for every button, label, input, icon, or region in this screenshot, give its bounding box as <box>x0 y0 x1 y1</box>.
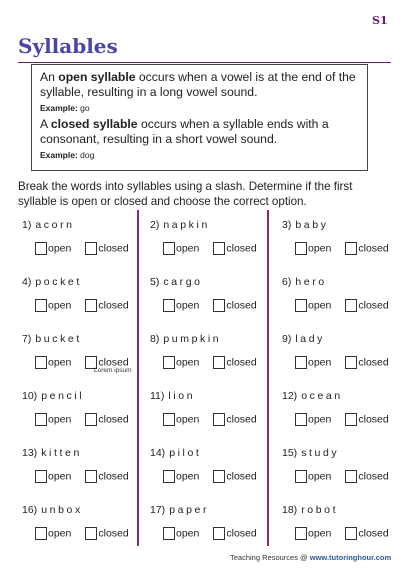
item-word-line <box>22 504 152 516</box>
closed-checkbox[interactable] <box>213 527 225 540</box>
open-checkbox[interactable] <box>295 299 307 312</box>
closed-option[interactable] <box>345 299 388 312</box>
item-options <box>163 354 271 372</box>
closed-label: closed <box>98 299 129 312</box>
closed-checkbox[interactable] <box>345 413 357 426</box>
closed-checkbox[interactable] <box>345 527 357 540</box>
item-number: 10) <box>22 390 38 402</box>
open-option[interactable] <box>295 413 331 426</box>
item-options <box>163 297 271 315</box>
open-label: open <box>48 299 72 312</box>
open-label: open <box>48 356 72 369</box>
open-checkbox[interactable] <box>163 242 175 255</box>
open-option[interactable] <box>35 299 71 312</box>
closed-label: closed <box>358 527 389 540</box>
exercise-item <box>282 276 405 326</box>
closed-option[interactable] <box>213 242 256 255</box>
item-options <box>35 468 143 486</box>
item-options <box>163 468 271 486</box>
exercise-item <box>150 504 280 554</box>
open-label: open <box>308 356 332 369</box>
open-checkbox[interactable] <box>35 413 47 426</box>
item-number: 5) <box>150 276 160 288</box>
item-word-line <box>282 276 405 288</box>
closed-option[interactable] <box>85 470 128 483</box>
closed-checkbox[interactable] <box>213 470 225 483</box>
item-word-line <box>22 333 152 345</box>
item-number: 13) <box>22 447 38 459</box>
exercise-item <box>150 333 280 383</box>
open-option[interactable] <box>295 242 331 255</box>
closed-option[interactable] <box>345 470 388 483</box>
open-checkbox[interactable] <box>163 299 175 312</box>
closed-option[interactable] <box>85 413 128 426</box>
instructions: Break the words into syllables using a slash. Determine if the first syllable is open or closed and choose the correct option. <box>18 180 353 208</box>
open-checkbox[interactable] <box>295 470 307 483</box>
open-checkbox[interactable] <box>295 356 307 369</box>
item-options <box>295 354 403 372</box>
open-label: open <box>48 242 72 255</box>
open-definition: An open syllable occurs when a vowel is at the end of the syllable, resulting in a long vowel sound. <box>40 70 356 99</box>
item-word[interactable]: baby <box>295 219 329 231</box>
exercise-item <box>22 447 152 497</box>
item-options <box>163 525 271 543</box>
open-label: open <box>176 527 200 540</box>
exercise-item <box>22 504 152 554</box>
open-label: open <box>176 470 200 483</box>
item-word-line <box>150 333 280 345</box>
open-option[interactable] <box>163 413 199 426</box>
closed-option[interactable] <box>213 356 256 369</box>
closed-label: closed <box>358 242 389 255</box>
closed-option[interactable] <box>213 299 256 312</box>
item-options <box>35 240 143 258</box>
item-word[interactable]: cargo <box>163 276 203 288</box>
closed-option[interactable] <box>213 527 256 540</box>
item-word[interactable]: pencil <box>41 390 85 402</box>
item-number: 1) <box>22 219 32 231</box>
item-word[interactable]: study <box>301 447 340 459</box>
item-options <box>295 525 403 543</box>
open-label: open <box>176 242 200 255</box>
open-label: open <box>308 242 332 255</box>
open-checkbox[interactable] <box>35 242 47 255</box>
closed-label: closed <box>226 242 257 255</box>
item-number: 12) <box>282 390 298 402</box>
open-label: open <box>48 470 72 483</box>
item-word[interactable]: lady <box>295 333 326 345</box>
exercise-item <box>150 219 280 269</box>
open-option[interactable] <box>35 242 71 255</box>
open-option[interactable] <box>295 356 331 369</box>
item-word[interactable]: napkin <box>163 219 210 231</box>
item-word-line <box>22 219 152 231</box>
closed-option[interactable] <box>345 356 388 369</box>
closed-label: closed <box>226 413 257 426</box>
item-number: 17) <box>150 504 166 516</box>
closed-option[interactable] <box>345 413 388 426</box>
item-number: 16) <box>22 504 38 516</box>
closed-option[interactable] <box>345 527 388 540</box>
closed-checkbox[interactable] <box>213 242 225 255</box>
exercise-item <box>22 333 152 383</box>
exercise-item <box>150 276 280 326</box>
closed-label: closed <box>226 527 257 540</box>
item-word[interactable]: ocean <box>301 390 343 402</box>
closed-label: closed <box>98 413 129 426</box>
closed-label: closed <box>358 299 389 312</box>
open-label: open <box>308 413 332 426</box>
item-word-line <box>150 504 280 516</box>
exercise-item <box>282 390 405 440</box>
item-word[interactable]: pocket <box>35 276 82 288</box>
closed-label: closed <box>358 356 389 369</box>
open-example: Example: go <box>40 103 90 113</box>
open-checkbox[interactable] <box>35 299 47 312</box>
item-options <box>163 240 271 258</box>
open-label: open <box>308 527 332 540</box>
item-word[interactable]: pilot <box>169 447 202 459</box>
closed-label: closed <box>98 470 129 483</box>
closed-option[interactable] <box>345 242 388 255</box>
title-rule <box>18 62 391 63</box>
closed-checkbox[interactable] <box>213 356 225 369</box>
item-options <box>35 297 143 315</box>
open-option[interactable] <box>163 242 199 255</box>
item-number: 6) <box>282 276 292 288</box>
page-title: Syllables <box>18 34 118 58</box>
open-option[interactable] <box>35 527 71 540</box>
closed-checkbox[interactable] <box>85 527 97 540</box>
exercise-item <box>150 447 280 497</box>
open-option[interactable] <box>295 527 331 540</box>
closed-term: closed syllable <box>50 117 138 131</box>
closed-checkbox[interactable] <box>85 470 97 483</box>
item-number: 2) <box>150 219 160 231</box>
open-label: open <box>176 299 200 312</box>
open-label: open <box>48 413 72 426</box>
closed-label: closed <box>226 470 257 483</box>
open-option[interactable] <box>163 470 199 483</box>
item-word[interactable]: pumpkin <box>163 333 222 345</box>
open-checkbox[interactable] <box>163 470 175 483</box>
exercise-item <box>282 219 405 269</box>
closed-checkbox[interactable] <box>85 413 97 426</box>
item-number: 8) <box>150 333 160 345</box>
item-word[interactable]: robot <box>301 504 339 516</box>
closed-checkbox[interactable] <box>345 470 357 483</box>
exercise-item <box>22 219 152 269</box>
open-checkbox[interactable] <box>295 242 307 255</box>
item-word-line <box>150 447 280 459</box>
open-option[interactable] <box>163 299 199 312</box>
closed-label: closed <box>98 242 129 255</box>
closed-label: closed <box>226 299 257 312</box>
item-word-line <box>282 390 405 402</box>
exercise-item <box>282 447 405 497</box>
item-word-line <box>282 219 405 231</box>
item-word-line <box>282 504 405 516</box>
closed-option[interactable] <box>85 299 128 312</box>
closed-option[interactable] <box>213 470 256 483</box>
item-word-line <box>282 447 405 459</box>
item-word-line <box>282 333 405 345</box>
item-word[interactable]: paper <box>169 504 210 516</box>
item-options <box>163 411 271 429</box>
closed-label: closed <box>358 470 389 483</box>
closed-checkbox[interactable] <box>213 413 225 426</box>
closed-checkbox[interactable] <box>345 356 357 369</box>
open-label: open <box>176 413 200 426</box>
open-checkbox[interactable] <box>295 413 307 426</box>
item-word-line <box>22 390 152 402</box>
worksheet-code: S1 <box>372 14 388 27</box>
item-options <box>35 525 143 543</box>
open-label: open <box>176 356 200 369</box>
item-word[interactable]: acorn <box>35 219 75 231</box>
item-word-line <box>22 447 152 459</box>
closed-definition: A closed syllable occurs when a syllable ends with a consonant, resulting in a short vowel sound. <box>40 117 329 146</box>
item-number: 14) <box>150 447 166 459</box>
open-option[interactable] <box>163 527 199 540</box>
closed-example: Example: dog <box>40 150 95 160</box>
closed-checkbox[interactable] <box>85 242 97 255</box>
item-word[interactable]: bucket <box>35 333 82 345</box>
closed-label: closed <box>98 527 129 540</box>
exercise-item <box>282 333 405 383</box>
open-checkbox[interactable] <box>35 356 47 369</box>
open-option[interactable] <box>295 470 331 483</box>
open-checkbox[interactable] <box>163 413 175 426</box>
item-number: 7) <box>22 333 32 345</box>
open-checkbox[interactable] <box>35 527 47 540</box>
closed-checkbox[interactable] <box>345 299 357 312</box>
open-label: open <box>308 470 332 483</box>
closed-checkbox[interactable] <box>213 299 225 312</box>
open-checkbox[interactable] <box>163 527 175 540</box>
item-word-line <box>150 276 280 288</box>
item-number: 18) <box>282 504 298 516</box>
item-number: 9) <box>282 333 292 345</box>
item-options <box>295 411 403 429</box>
footer: Teaching Resources @ www.tutoringhour.com <box>230 553 392 562</box>
exercise-item <box>150 390 280 440</box>
item-number: 15) <box>282 447 298 459</box>
item-number: 3) <box>282 219 292 231</box>
item-word[interactable]: unbox <box>41 504 83 516</box>
exercise-item <box>282 504 405 554</box>
open-option[interactable] <box>295 299 331 312</box>
open-label: open <box>308 299 332 312</box>
closed-label: closed <box>98 356 129 369</box>
open-option[interactable] <box>35 413 71 426</box>
open-checkbox[interactable] <box>35 470 47 483</box>
open-checkbox[interactable] <box>295 527 307 540</box>
definition-box <box>31 64 368 171</box>
lorem-text: Lorem ipsum <box>94 367 132 374</box>
open-option[interactable] <box>163 356 199 369</box>
exercise-item <box>22 276 152 326</box>
item-word[interactable]: lion <box>168 390 196 402</box>
item-options <box>295 240 403 258</box>
open-checkbox[interactable] <box>163 356 175 369</box>
open-label: open <box>48 527 72 540</box>
closed-option[interactable] <box>85 242 128 255</box>
item-word-line <box>22 276 152 288</box>
item-word-line <box>150 390 280 402</box>
closed-label: closed <box>226 356 257 369</box>
item-word[interactable]: hero <box>295 276 327 288</box>
closed-option[interactable] <box>213 413 256 426</box>
item-number: 11) <box>150 390 165 402</box>
closed-checkbox[interactable] <box>345 242 357 255</box>
closed-label: closed <box>358 413 389 426</box>
open-option[interactable] <box>35 356 71 369</box>
footer-link[interactable]: www.tutoringhour.com <box>309 553 392 562</box>
item-options <box>35 411 143 429</box>
item-number: 4) <box>22 276 32 288</box>
item-options <box>295 297 403 315</box>
open-option[interactable] <box>35 470 71 483</box>
closed-option[interactable] <box>85 527 128 540</box>
closed-checkbox[interactable] <box>85 299 97 312</box>
item-word-line <box>150 219 280 231</box>
item-options <box>295 468 403 486</box>
open-term: open syllable <box>58 70 136 84</box>
item-word[interactable]: kitten <box>41 447 82 459</box>
exercise-item <box>22 390 152 440</box>
